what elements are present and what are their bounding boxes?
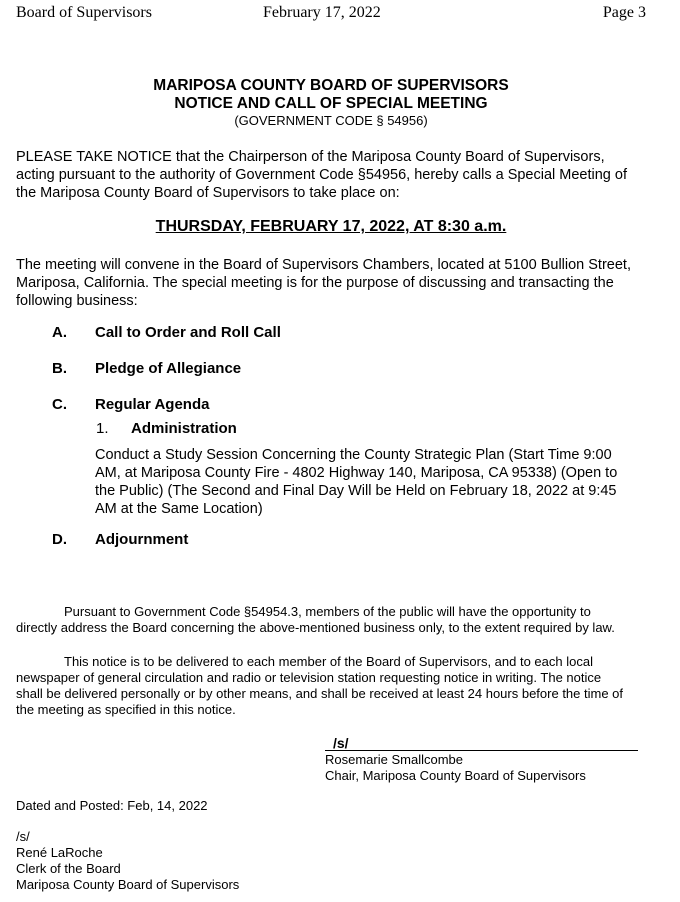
notice-line: shall be delivered personally or by other means, and shall be received at least 24 hours before the time of bbox=[16, 686, 624, 701]
clerk-organization: Mariposa County Board of Supervisors bbox=[16, 877, 240, 892]
notice-line: newspaper of general circulation and radio or television station requesting notice in writing. The notice bbox=[16, 670, 602, 685]
clerk-title: Clerk of the Board bbox=[16, 861, 121, 876]
dated-posted: Dated and Posted: Feb, 14, 2022 bbox=[16, 798, 208, 813]
header-date: February 17, 2022 bbox=[263, 4, 381, 21]
notice-line-text: Pursuant to Government Code §54954.3, members of the public will have the opportunity to bbox=[64, 604, 591, 619]
location-line: Mariposa, California. The special meeting is for the purpose of discussing and transacting the bbox=[16, 275, 614, 291]
agenda-letter-b: B. bbox=[52, 360, 67, 377]
agenda-letter-a: A. bbox=[52, 324, 67, 341]
description-line: AM at the Same Location) bbox=[95, 501, 263, 517]
delivery-notice bbox=[16, 654, 656, 718]
sub-item-number: 1. bbox=[96, 420, 109, 437]
sub-item-administration: Administration bbox=[131, 420, 237, 437]
description-line: the Public) (The Second and Final Day Will be Held on February 18, 2022 at 9:45 bbox=[95, 483, 617, 499]
agenda-item-regular-agenda: Regular Agenda bbox=[95, 396, 210, 413]
chair-title: Chair, Mariposa County Board of Supervisors bbox=[325, 768, 586, 783]
notice-line: the meeting as specified in this notice. bbox=[16, 702, 236, 717]
header-board-label: Board of Supervisors bbox=[16, 4, 152, 21]
location-line: The meeting will convene in the Board of Supervisors Chambers, located at 5100 Bullion Street, bbox=[16, 257, 631, 273]
government-code-reference: (GOVERNMENT CODE § 54956) bbox=[234, 113, 428, 128]
agenda-item-call-to-order: Call to Order and Roll Call bbox=[95, 324, 281, 341]
agenda-letter-d: D. bbox=[52, 531, 67, 548]
notice-line-text: This notice is to be delivered to each member of the Board of Supervisors, and to each local bbox=[64, 654, 593, 669]
agenda-letter-c: C. bbox=[52, 396, 67, 413]
notice-line: directly address the Board concerning the above-mentioned business only, to the extent required by law. bbox=[16, 620, 615, 635]
location-line: following business: bbox=[16, 293, 138, 309]
public-comment-notice bbox=[16, 604, 656, 636]
description-line: AM, at Mariposa County Fire - 4802 Highway 140, Mariposa, CA 95338) (Open to bbox=[95, 465, 618, 481]
clerk-signature-mark: /s/ bbox=[16, 829, 30, 844]
agenda-item-adjournment: Adjournment bbox=[95, 531, 189, 548]
header-page-number: Page 3 bbox=[602, 4, 646, 21]
signature-line bbox=[325, 750, 638, 751]
intro-line: the Mariposa County Board of Supervisors to take place on: bbox=[16, 185, 400, 201]
chair-name: Rosemarie Smallcombe bbox=[325, 752, 463, 767]
intro-line: PLEASE TAKE NOTICE that the Chairperson of the Mariposa County Board of Supervisors, bbox=[16, 149, 605, 165]
intro-paragraph bbox=[16, 148, 656, 202]
intro-line: acting pursuant to the authority of Government Code §54956, hereby calls a Special Meeting of bbox=[16, 167, 627, 183]
description-line: Conduct a Study Session Concerning the County Strategic Plan (Start Time 9:00 bbox=[95, 447, 612, 463]
document-title: MARIPOSA COUNTY BOARD OF SUPERVISORS bbox=[153, 77, 509, 94]
clerk-name: René LaRoche bbox=[16, 845, 103, 860]
chair-signature-mark: /s/ bbox=[333, 735, 349, 751]
location-paragraph bbox=[16, 256, 656, 310]
meeting-datetime: THURSDAY, FEBRUARY 17, 2022, AT 8:30 a.m. bbox=[155, 218, 507, 235]
notice-line bbox=[16, 654, 656, 670]
document-subtitle: NOTICE AND CALL OF SPECIAL MEETING bbox=[174, 95, 488, 112]
notice-line bbox=[16, 604, 656, 620]
agenda-item-pledge: Pledge of Allegiance bbox=[95, 360, 242, 377]
study-session-description bbox=[95, 446, 640, 518]
